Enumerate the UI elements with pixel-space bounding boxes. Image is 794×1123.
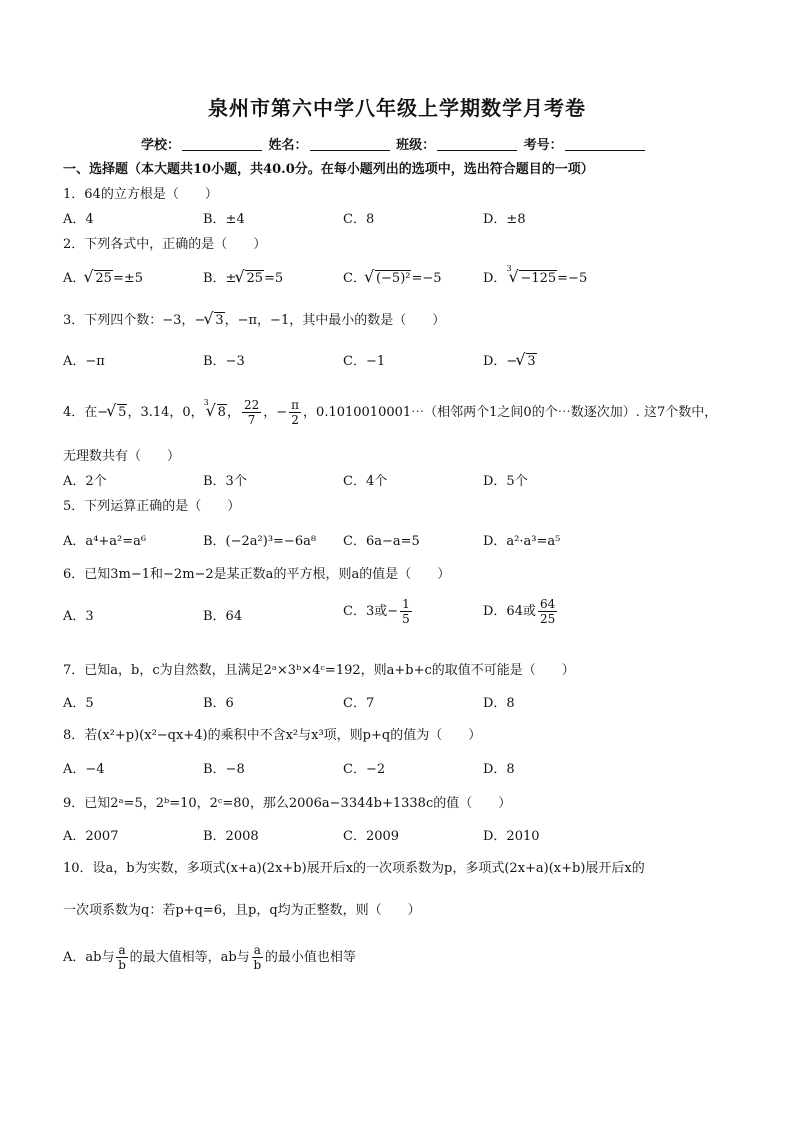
q6-option-b: B．64 [203, 609, 243, 624]
school-label: 学校： [141, 138, 181, 153]
q6-c-label: C．3或− [343, 604, 399, 619]
q7-option-a: A．5 [63, 696, 94, 711]
cube-root-symbol [506, 270, 557, 286]
q10-a-part-2: 的最大值相等，ab与 [129, 950, 250, 965]
fraction-denominator: 25 [539, 612, 556, 626]
q2-option-a [63, 267, 143, 286]
question-3-stem [63, 309, 445, 328]
q4-option-c: C．4个 [343, 474, 388, 489]
q4-part-2: ，3.14，0， [127, 405, 204, 420]
question-1-stem: 1．64的立方根是（ ） [63, 187, 218, 202]
sqrt-symbol [236, 270, 264, 286]
name-label: 姓名： [268, 138, 308, 153]
sqrt-symbol [108, 404, 127, 420]
q9-option-a: A．2007 [63, 829, 119, 844]
exam-no-blank[interactable] [565, 138, 645, 151]
q4-radicand-8: 8 [217, 405, 226, 420]
q4-part-1: 4．在− [63, 405, 109, 420]
q2-option-c [343, 267, 442, 286]
q7-option-b: B．6 [203, 696, 234, 711]
q6-option-d [483, 597, 559, 626]
fraction [252, 943, 263, 972]
sqrt-symbol [85, 270, 113, 286]
question-8-stem: 8．若(x²+p)(x²−qx+4)的乘积中不含x²与x³项，则p+q的值为（ ） [63, 728, 482, 743]
q2-c-radicand: (−5)² [375, 271, 411, 286]
q2-a-radicand: 25 [95, 271, 112, 286]
fraction [242, 398, 261, 427]
q4-part-3: ， [226, 405, 240, 420]
fraction [289, 398, 301, 427]
section-heading: 一、选择题（本大题共10小题，共40.0分。在每小题列出的选项中，选出符合题目的一项） [63, 162, 594, 177]
question-5-stem: 5．下列运算正确的是（ ） [63, 499, 241, 514]
name-blank[interactable] [310, 138, 390, 151]
q4-option-b: B．3个 [203, 474, 247, 489]
q1-option-c: C．8 [343, 212, 375, 227]
q1-option-b: B．±4 [203, 212, 245, 227]
fraction [400, 597, 412, 626]
question-9-stem: 9．已知2ᵃ=5，2ᵇ=10，2ᶜ=80，那么2006a−3344b+1338c的值（ ） [63, 796, 512, 811]
q2-d-label: D． [483, 271, 507, 286]
q4-option-a: A．2个 [63, 474, 107, 489]
q1-option-d: D．±8 [483, 212, 526, 227]
q2-a-label: A． [63, 271, 86, 286]
q2-option-d [483, 267, 587, 286]
q10-a-part-3: 的最小值也相等 [264, 950, 356, 965]
q8-option-d: D．8 [483, 762, 515, 777]
q9-option-d: D．2010 [483, 829, 540, 844]
q5-option-a: A．a⁴+a²=a⁶ [63, 534, 147, 549]
q9-option-c: C．2009 [343, 829, 400, 844]
sqrt-symbol [517, 353, 536, 369]
q2-d-radicand: −125 [520, 271, 557, 286]
q2-b-label: B．± [203, 271, 237, 286]
fraction-denominator: 5 [402, 612, 410, 626]
q1-option-a: A．4 [63, 212, 94, 227]
q9-option-b: B．2008 [203, 829, 259, 844]
q5-option-b: B．(−2a²)³=−6a⁸ [203, 534, 317, 549]
question-6-stem: 6．已知3m−1和−2m−2是某正数a的平方根，则a的值是（ ） [63, 567, 451, 582]
fraction-denominator: 7 [247, 413, 256, 427]
q2-d-tail: =−5 [557, 271, 588, 286]
q3-option-b: B．−3 [203, 354, 245, 369]
q4-option-d: D．5个 [483, 474, 528, 489]
q6-d-label: D．64或 [483, 604, 536, 619]
q2-b-tail: =5 [264, 271, 284, 286]
fraction-numerator: a [253, 943, 261, 957]
q8-option-b: B．−8 [203, 762, 245, 777]
q8-option-c: C．−2 [343, 762, 386, 777]
fraction-numerator: π [291, 398, 300, 412]
question-4-stem [63, 398, 717, 427]
fraction [538, 597, 557, 626]
q3-stem-part-1: 3．下列四个数：−3，− [63, 313, 206, 328]
q2-option-b [203, 267, 283, 286]
question-7-stem: 7．已知a，b，c为自然数，且满足2ᵃ×3ᵇ×4ᶜ=192，则a+b+c的取值不可能是（ ） [63, 663, 575, 678]
q4-part-5: ，0.1010010001⋯（相邻两个1之间0的个⋯数逐次加）. 这7个数中， [303, 405, 718, 420]
q8-option-a: A．−4 [63, 762, 105, 777]
question-10-line-1: 10．设a，b为实数，多项式(x+a)(2x+b)展开后x的一次项系数为p，多项式(2x+a)(x+b)展开后x的 [63, 861, 645, 876]
q4-radicand-5: 5 [118, 405, 127, 420]
question-2-stem: 2．下列各式中，正确的是（ ） [63, 237, 267, 252]
fraction-denominator: 2 [291, 413, 299, 427]
q10-option-a [63, 943, 356, 972]
exam-no-label: 考号： [523, 138, 563, 153]
q2-c-tail: =−5 [411, 271, 442, 286]
q3-d-radicand: 3 [527, 354, 536, 369]
school-blank[interactable] [182, 138, 262, 151]
q2-b-radicand: 25 [246, 271, 263, 286]
fraction-denominator: b [253, 958, 262, 972]
q6-option-c [343, 597, 414, 626]
fraction [116, 943, 127, 972]
q5-option-c: C．6a−a=5 [343, 534, 420, 549]
q3-stem-radicand: 3 [215, 313, 224, 328]
cube-root-symbol [204, 404, 227, 420]
q2-c-label: C． [343, 271, 366, 286]
q3-d-label: D．− [483, 354, 518, 369]
sqrt-symbol [205, 312, 224, 328]
q2-a-tail: =±5 [112, 271, 143, 286]
fraction-numerator: a [118, 943, 126, 957]
q5-option-d: D．a²·a³=a⁵ [483, 534, 561, 549]
question-4-line-2: 无理数共有（ ） [63, 449, 181, 464]
question-10-line-2: 一次项系数为q：若p+q=6，且p，q均为正整数，则（ ） [63, 903, 421, 918]
q6-option-a: A．3 [63, 609, 94, 624]
q3-option-d [483, 350, 537, 369]
fraction-numerator: 22 [243, 398, 260, 412]
q10-a-part-1: A．ab与 [63, 950, 115, 965]
class-blank[interactable] [437, 138, 517, 151]
q4-part-4: ，− [263, 405, 288, 420]
fraction-numerator: 1 [402, 597, 410, 611]
q7-option-d: D．8 [483, 696, 515, 711]
sqrt-symbol [366, 270, 412, 286]
student-info-line [141, 134, 647, 153]
fraction-denominator: b [118, 958, 126, 972]
q3-option-a: A．−π [63, 354, 105, 369]
q7-option-c: C．7 [343, 696, 375, 711]
q3-option-c: C．−1 [343, 354, 386, 369]
page-title: 泉州市第六中学八年级上学期数学月考卷 [208, 96, 586, 120]
fraction-numerator: 64 [539, 597, 556, 611]
class-label: 班级： [396, 138, 436, 153]
q3-stem-part-2: ，−π，−1，其中最小的数是（ ） [224, 313, 446, 328]
